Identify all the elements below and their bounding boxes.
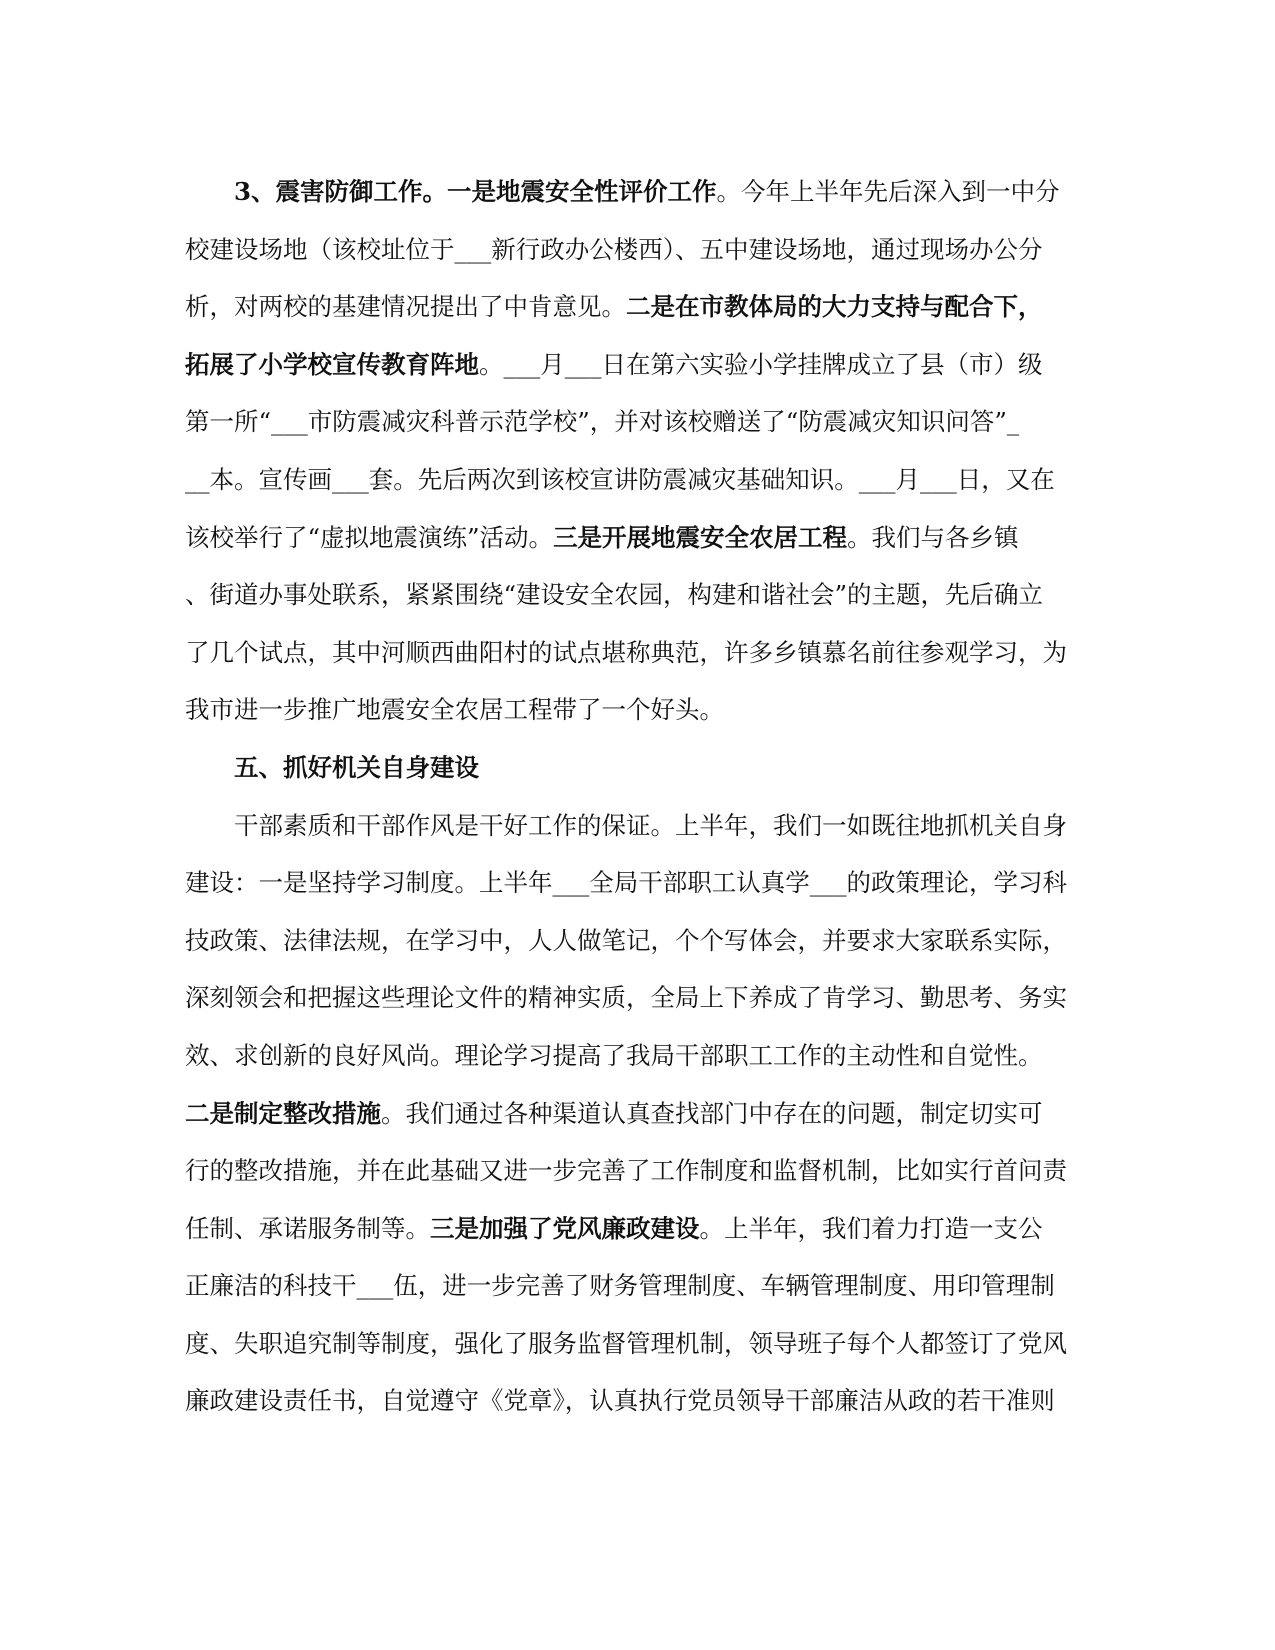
bold-heading-text: 3、震害防御工作。一是地震安全性评价工作: [234, 177, 717, 206]
bold-heading-text: 三是开展地震安全农居工程: [553, 522, 848, 552]
body-text: 行的整改措施，并在此基础又进一步完善了工作制度和监督机制，比如实行首问责: [185, 1156, 1067, 1186]
section-heading-text: 五、抓好机关自身建设: [234, 752, 479, 782]
body-text: 干部素质和干部作风是干好工作的保证。上半年，我们一如既往地抓机关自身: [234, 810, 1067, 840]
body-text: 该校举行了“虚拟地震演练”活动。: [185, 522, 554, 552]
body-text: 廉政建设责任书，自觉遵守《党章》，认真执行党员领导干部廉洁从政的若干准则: [185, 1386, 1055, 1416]
paragraph-line: [185, 221, 1090, 279]
paragraph-line: [185, 451, 1090, 509]
body-text: 任制、承诺服务制等。: [185, 1213, 430, 1243]
body-text: 效、求创新的良好风尚。理论学习提高了我局干部职工工作的主动性和自觉性。: [185, 1040, 1043, 1070]
paragraph-line: [185, 624, 1090, 682]
section-heading: [185, 739, 1090, 797]
paragraph-line: [185, 1257, 1090, 1315]
bold-heading-text: 二是在市教体局的大力支持与配合下，: [626, 292, 1043, 322]
body-text: 。上半年，我们着力打造一支公: [699, 1213, 1043, 1243]
body-text: 我市进一步推广地震安全农居工程带了一个好头。: [185, 695, 724, 725]
paragraph-line: [185, 1315, 1090, 1373]
body-text: 、街道办事处联系，紧紧围绕“建设安全农园，构建和谐社会”的主题，先后确立: [185, 580, 1044, 610]
bold-heading-text: 拓展了小学校宣传教育阵地: [185, 349, 479, 379]
paragraph-line: [185, 969, 1090, 1027]
body-text: 。___月___日在第六实验小学挂牌成立了县（市）级: [479, 349, 1043, 379]
body-text: 了几个试点，其中河顺西曲阳村的试点堪称典范，许多乡镇慕名前往参观学习，为: [185, 637, 1067, 667]
body-text: 深刻领会和把握这些理论文件的精神实质，全局上下养成了肯学习、勤思考、务实: [185, 983, 1067, 1013]
body-text: 正廉洁的科技干___伍，进一步完善了财务管理制度、车辆管理制度、用印管理制: [185, 1271, 1055, 1301]
paragraph-line: [185, 681, 1090, 739]
paragraph-line: [185, 509, 1090, 567]
body-text: 度、失职追究制等制度，强化了服务监督管理机制，领导班子每个人都签订了党风: [185, 1328, 1067, 1358]
paragraph-line: [185, 336, 1090, 394]
paragraph-line: [185, 1142, 1090, 1200]
body-text: 技政策、法律法规，在学习中，人人做笔记，个个写体会，并要求大家联系实际，: [185, 925, 1067, 955]
paragraph-line: [185, 854, 1090, 912]
paragraph-line: [185, 163, 1090, 221]
body-text: __本。宣传画___套。先后两次到该校宣讲防震减灾基础知识。___月___日，又在: [185, 464, 1055, 494]
paragraph-line: [185, 278, 1090, 336]
paragraph-line: [185, 393, 1090, 451]
body-text: 。今年上半年先后深入到一中分: [716, 177, 1060, 206]
paragraph-line: [185, 1372, 1090, 1430]
paragraph-line: [185, 912, 1090, 970]
body-text: 校建设场地（该校址位于___新行政办公楼西）、五中建设场地，通过现场办公分: [185, 234, 1043, 264]
document-body: [185, 163, 1090, 1430]
body-text: 。我们与各乡镇: [847, 522, 1019, 552]
body-text: 析，对两校的基建情况提出了中肯意见。: [185, 292, 626, 322]
paragraph-line: [185, 1027, 1090, 1085]
body-text: 第一所“___市防震减灾科普示范学校”，并对该校赠送了“防震减灾知识问答”_: [185, 407, 1020, 437]
body-text: 建设：一是坚持学习制度。上半年___全局干部职工认真学___的政策理论，学习科: [185, 868, 1067, 898]
paragraph-line: [185, 797, 1090, 855]
paragraph-line: [185, 566, 1090, 624]
bold-heading-text: 二是制定整改措施: [185, 1098, 381, 1128]
paragraph-line: [185, 1085, 1090, 1143]
body-text: 。我们通过各种渠道认真查找部门中存在的问题，制定切实可: [381, 1098, 1043, 1128]
bold-heading-text: 三是加强了党风廉政建设: [430, 1213, 700, 1243]
paragraph-line: [185, 1200, 1090, 1258]
